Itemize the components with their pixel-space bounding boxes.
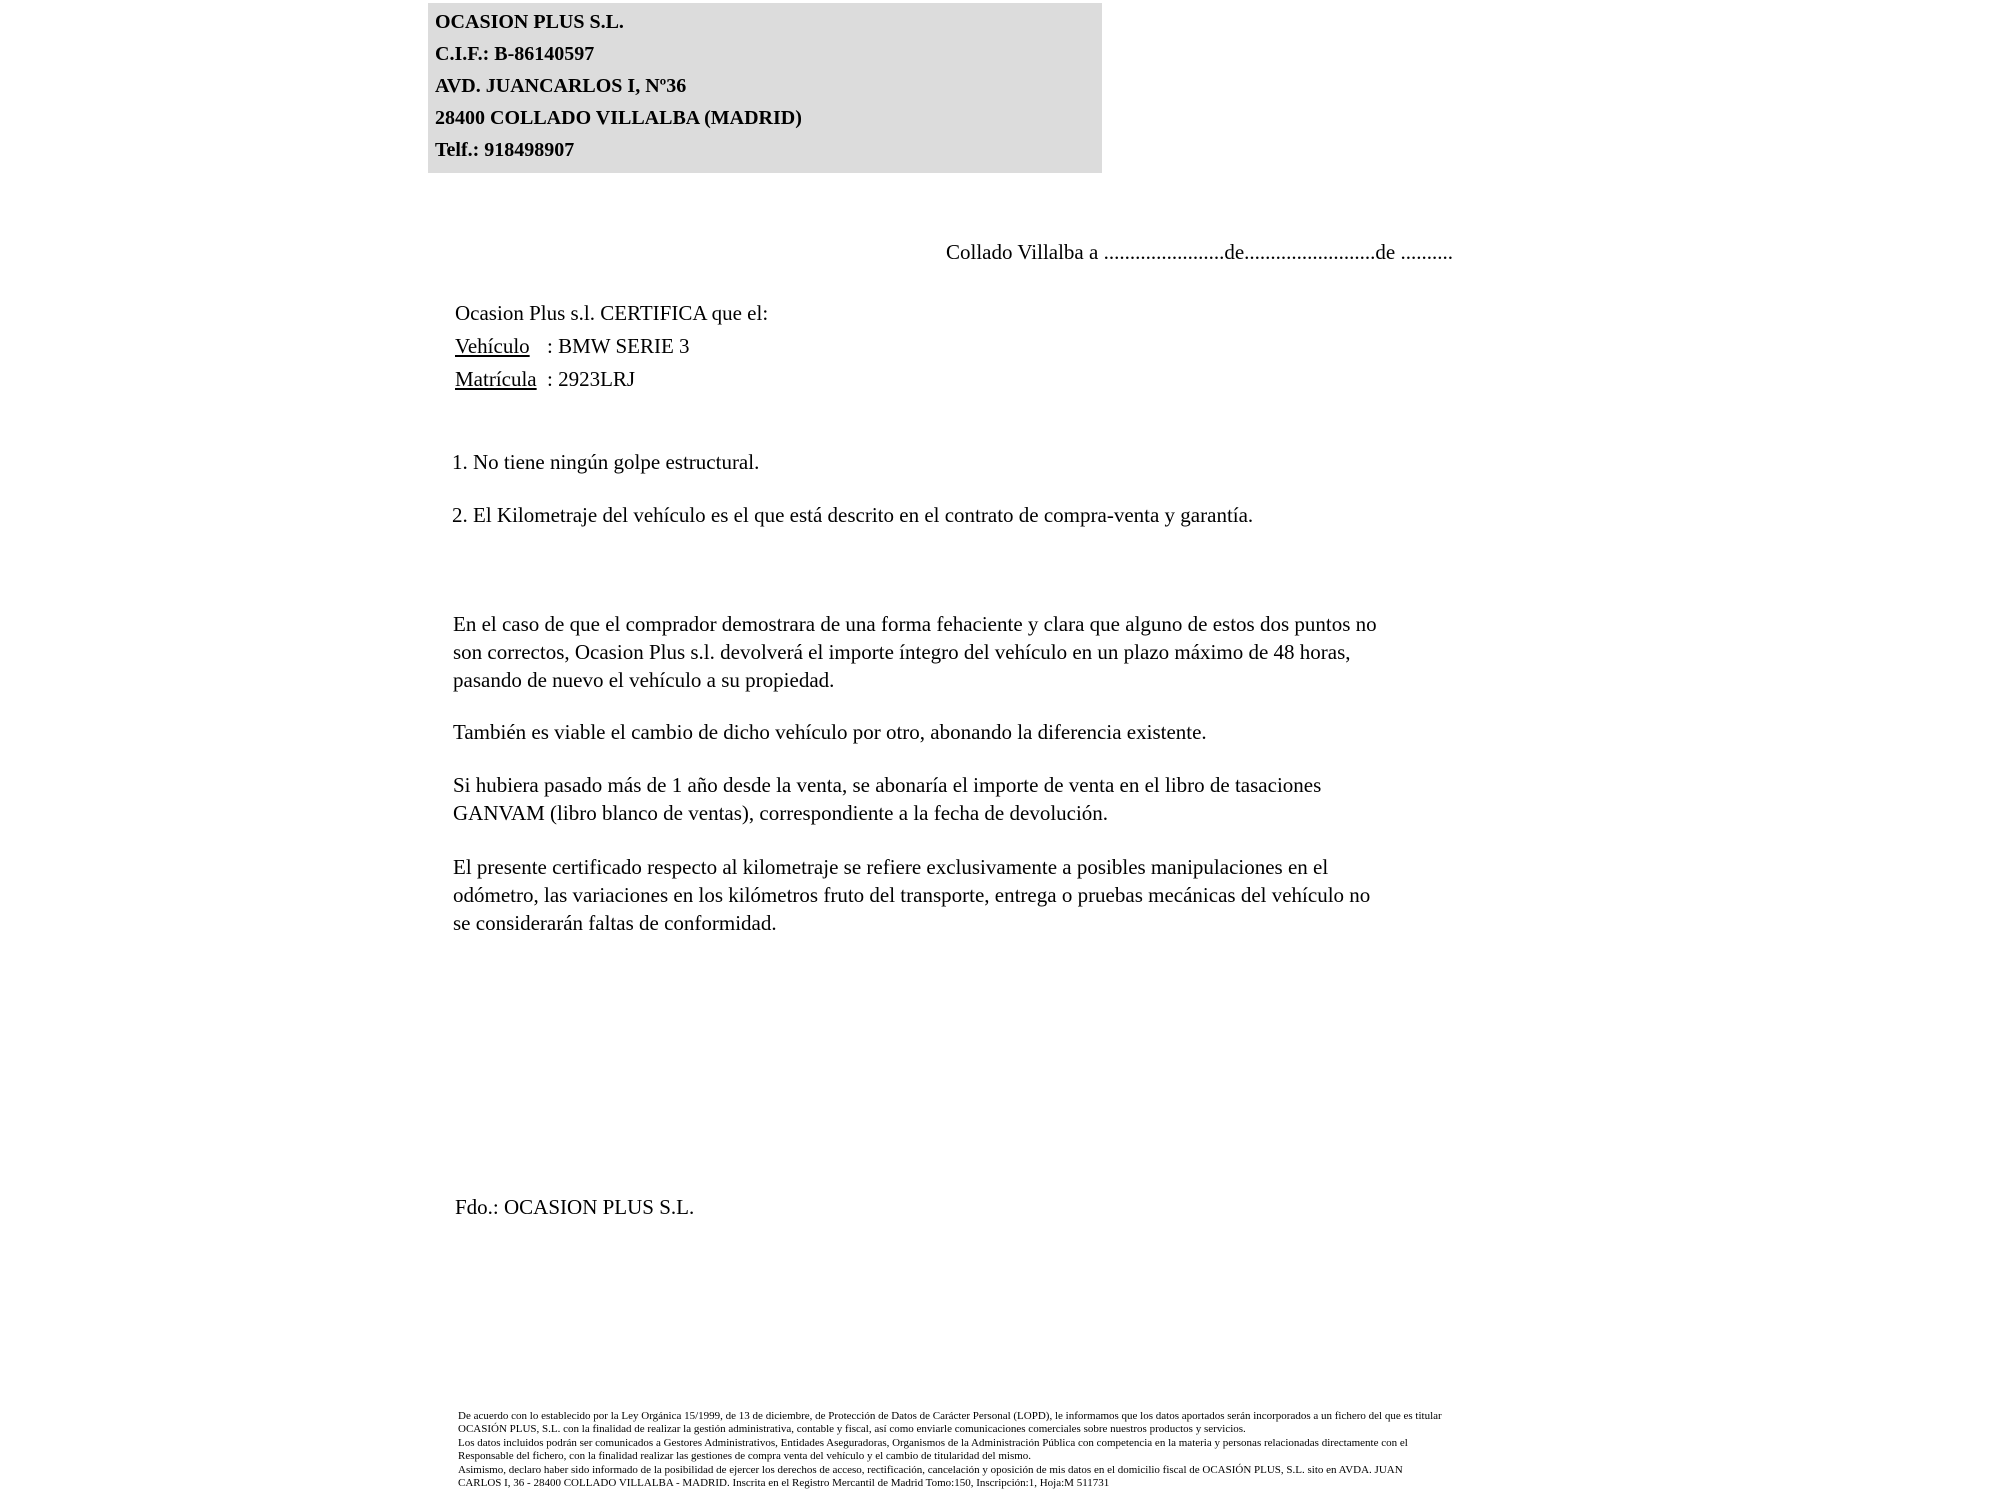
company-name: OCASION PLUS S.L. (435, 11, 624, 33)
company-address: AVD. JUANCARLOS I, Nº36 (435, 75, 687, 97)
certification-intro: Ocasion Plus s.l. CERTIFICA que el: (455, 301, 769, 325)
paragraph-odometer-disclaimer: El presente certificado respecto al kilometraje se refiere exclusivamente a posibles manipulaciones en el odómetro, las variaciones en los kilómetros fruto del transporte, entrega o pruebas mecánicas del vehículo no se considerarán faltas de conformidad. (453, 855, 1371, 935)
company-letterhead (428, 3, 1102, 173)
vehicle-label: Vehículo (455, 334, 530, 358)
legal-footer-line: De acuerdo con lo establecido por la Ley Orgánica 15/1999, de 13 de diciembre, de Protección de Datos de Carácter Personal (LOPD), le informamos que los datos aportados serán incorporados a un fichero del que es titular (458, 1410, 1442, 1422)
signature-line: Fdo.: OCASION PLUS S.L. (455, 1195, 695, 1219)
legal-footer-line: OCASIÓN PLUS, S.L. con la finalidad de realizar la gestión administrativa, contable y fiscal, así como enviarle comunicaciones comerciales sobre nuestros productos y servicios. (458, 1423, 1246, 1436)
paragraph-ganvam-valuation: Si hubiera pasado más de 1 año desde la venta, se abonaría el importe de venta en el libro de tasaciones GANVAM (libro blanco de ventas), correspondiente a la fecha de devolución. (453, 773, 1322, 825)
plate-field (455, 363, 768, 396)
legal-footer (458, 1410, 1442, 1490)
plate-label: Matrícula (455, 367, 537, 391)
numbered-point-2: 2. El Kilometraje del vehículo es el que está descrito en el contrato de compra-venta y garantía. (452, 503, 1254, 527)
company-phone: Telf.: 918498907 (435, 139, 575, 161)
company-cif: C.I.F.: B-86140597 (435, 43, 595, 65)
paragraph-exchange-option: También es viable el cambio de dicho vehículo por otro, abonando la diferencia existente. (453, 720, 1207, 744)
certification-block (455, 297, 768, 396)
plate-value: : 2923LRJ (547, 367, 636, 391)
legal-footer-line: Los datos incluidos podrán ser comunicados a Gestores Administrativos, Entidades Aseguradoras, Organismos de la Administración Pública con competencia en la materia y personas relacionadas directamente con el (458, 1436, 1408, 1449)
legal-footer-line: Responsable del fichero, con la finalidad realizar las gestiones de compra venta del vehículo y el cambio de titularidad del mismo. (458, 1450, 1032, 1463)
paragraph-refund-terms: En el caso de que el comprador demostrara de una forma fehaciente y clara que alguno de estos dos puntos no son correctos, Ocasion Plus s.l. devolverá el importe íntegro del vehículo en un plazo máximo de 48 horas, pasando de nuevo el vehículo a su propiedad. (453, 612, 1377, 692)
legal-footer-line: CARLOS I, 36 - 28400 COLLADO VILLALBA - MADRID. Inscrita en el Registro Mercantil de Madrid Tomo:150, Inscripción:1, Hoja:M 511731 (458, 1477, 1110, 1490)
date-fill-in-line: Collado Villalba a .......................de.........................de .......... (946, 240, 1453, 264)
numbered-point-1: 1. No tiene ningún golpe estructural. (452, 450, 760, 474)
legal-footer-line: Asimismo, declaro haber sido informado de la posibilidad de ejercer los derechos de acceso, rectificación, cancelación y oposición de mis datos en el domicilio fiscal de OCASIÓN PLUS, S.L. sito en AVDA. JUAN (458, 1463, 1403, 1476)
company-city: 28400 COLLADO VILLALBA (MADRID) (435, 107, 802, 129)
vehicle-field (455, 330, 768, 363)
vehicle-value: : BMW SERIE 3 (547, 334, 690, 358)
